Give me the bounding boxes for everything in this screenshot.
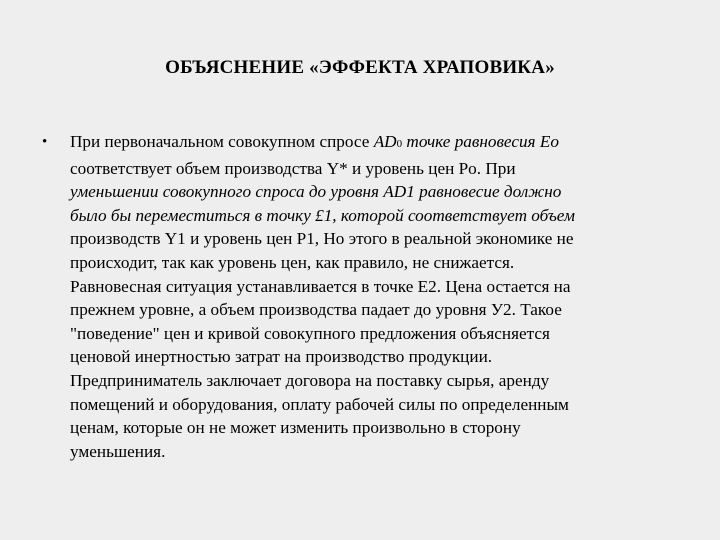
paragraph-line-8: прежнем уровне, а объем производства падает до уровня У2. Такое — [70, 300, 562, 320]
paragraph-line-4: было бы переместиться в точку £1, которой соответствует объем — [70, 205, 575, 225]
bullet-paragraph — [70, 130, 682, 463]
paragraph-line-12: помещений и оборудования, оплату рабочей силы по определенным — [70, 394, 569, 414]
paragraph-line-3: уменьшении совокупного спроса до уровня AD1 равновесие должно — [70, 182, 562, 202]
paragraph-line-7: Равновесная ситуация устанавливается в точке Е2. Цена остается на — [70, 276, 571, 296]
paragraph-line-2: соответствует объем производства Y* и уровень цен Po. При — [70, 158, 516, 178]
paragraph-line-9: "поведение" цен и кривой совокупного предложения объясняется — [70, 323, 550, 343]
paragraph-line-11: Предприниматель заключает договора на поставку сырья, аренду — [70, 370, 550, 390]
paragraph-line-1: При первоначальном совокупном спросе AD0 точке равновесия Eo — [70, 132, 559, 151]
bullet-item — [42, 130, 682, 463]
paragraph-line-13: ценам, которые он не может изменить произвольно в сторону — [70, 418, 521, 438]
paragraph-line-10: ценовой инертностью затрат на производство продукции. — [70, 347, 493, 367]
paragraph-line-6: происходит, так как уровень цен, как правило, не снижается. — [70, 252, 515, 272]
bullet-icon: • — [42, 134, 48, 150]
paragraph-line-5: производств Y1 и уровень цен Р1, Но этого в реальной экономике не — [70, 229, 574, 249]
slide-title: ОБЪЯСНЕНИЕ «ЭФФЕКТА ХРАПОВИКА» — [165, 57, 555, 78]
paragraph-line-14: уменьшения. — [70, 441, 166, 461]
